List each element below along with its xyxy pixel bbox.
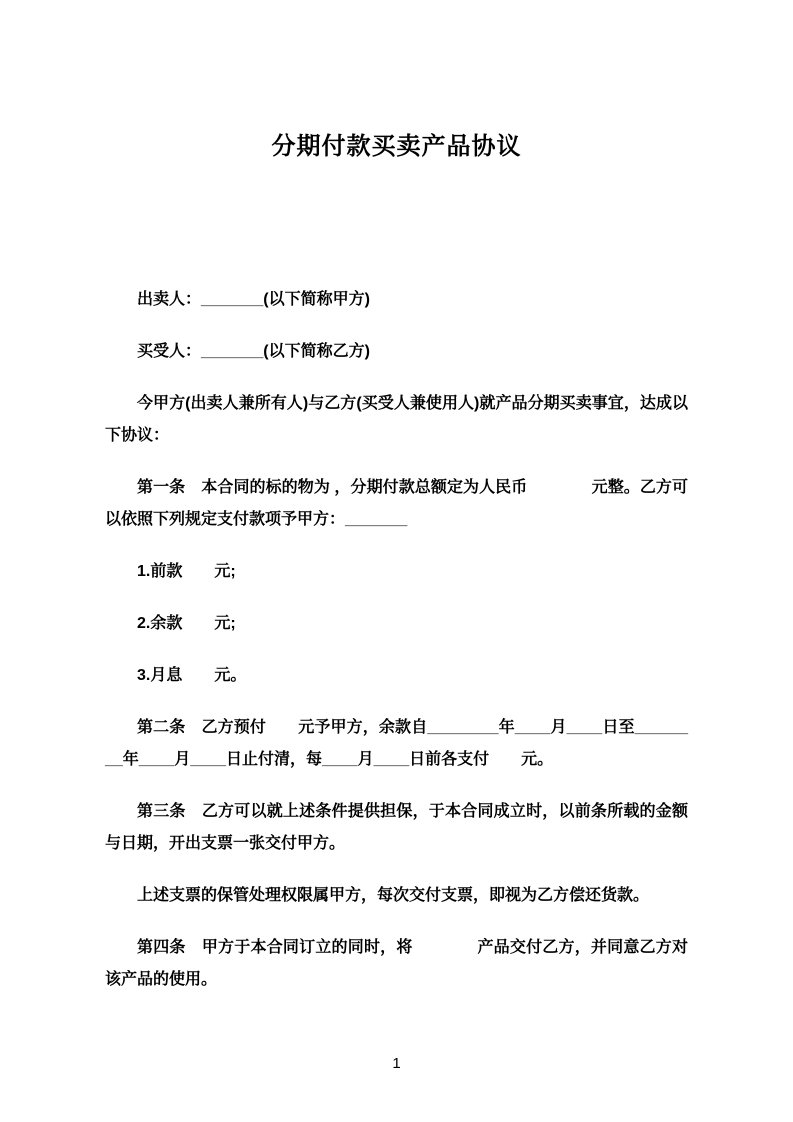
paragraph-article-1: 第一条 本合同的标的物为 ，分期付款总额定为人民币 元整。乙方可以依照下列规定支付款项予甲方：_______ [105, 479, 688, 528]
page-number: 1 [392, 1055, 401, 1072]
paragraph-buyer: 买受人：_______(以下简称乙方) [137, 343, 370, 360]
document-title: 分期付款买卖产品协议 [271, 133, 522, 160]
paragraph-article-4: 第四条 甲方于本合同订立的同时，将 产品交付乙方，并同意乙方对该产品的使用。 [105, 939, 688, 988]
list-item-monthly-interest: 3.月息 元。 [137, 667, 247, 684]
paragraph-article-3: 第三条 乙方可以就上述条件提供担保，于本合同成立时，以前条所载的金额与日期，开出支票一张交付甲方。 [105, 803, 688, 852]
list-item-balance: 2.余款 元; [137, 615, 236, 632]
paragraph-seller: 出卖人：_______(以下简称甲方) [137, 291, 370, 308]
list-item-downpayment: 1.前款 元; [137, 563, 236, 580]
paragraph-cheque-custody: 上述支票的保管处理权限属甲方，每次交付支票，即视为乙方偿还货款。 [137, 887, 650, 904]
paragraph-preamble: 今甲方(出卖人兼所有人)与乙方(买受人兼使用人)就产品分期买卖事宜，达成以下协议： [105, 395, 688, 444]
document-content [0, 130, 793, 996]
paragraph-article-2: 第二条 乙方预付 元予甲方，余款自________年____月____日至________年____月____日止付清，每____月____日前各支付 元。 [105, 719, 688, 768]
